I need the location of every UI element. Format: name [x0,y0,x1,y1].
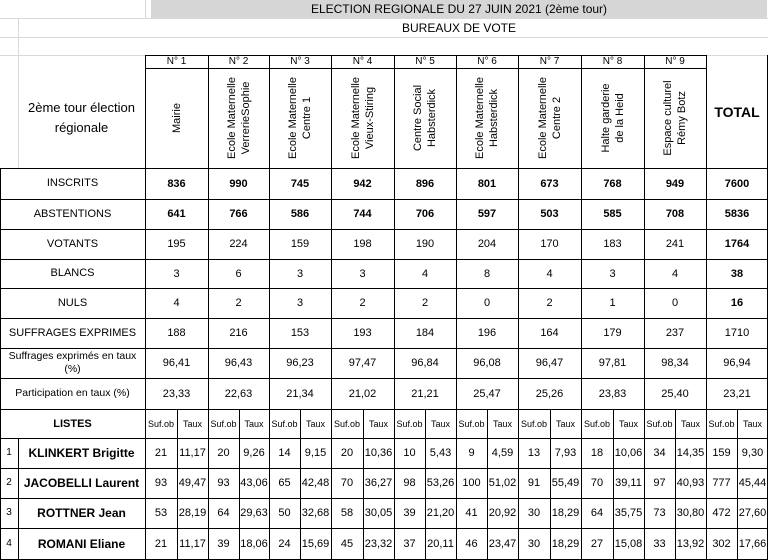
liste-suffrages: 100 [462,477,481,489]
suf-ob-header: Suf.ob [646,418,673,429]
stat-value: 193 [353,327,372,339]
stat-value: 3 [296,267,304,280]
stat-value: 942 [353,177,372,190]
bureau-name [518,68,581,168]
suf-ob-header: Suf.ob [271,418,298,429]
stat-value: 153 [290,327,310,339]
liste-taux: 4,59 [491,447,514,459]
stat-value: 21,02 [348,387,377,400]
liste-suffrages: 472 [712,507,731,519]
taux-header: Taux [492,418,512,429]
bureau-number: N° 5 [415,55,435,67]
stat-value: 179 [603,327,622,339]
stat-value: 22,63 [224,387,253,400]
liste-taux: 28,19 [178,507,207,519]
stat-value: 4 [173,297,180,309]
liste-suffrages: 9 [468,447,475,459]
liste-suffrages: 41 [465,507,478,519]
bureau-name-text: Ecole Maternelle Centre 1 [287,77,313,159]
bureau-name [456,68,518,168]
stat-value: 25,40 [661,387,689,400]
total-header: TOTAL [714,103,760,120]
suf-ob-header: Suf.ob [708,418,735,429]
liste-suffrages: 58 [340,507,354,519]
liste-suffrages: 30 [527,537,541,550]
stat-value: 216 [229,327,248,339]
stat-value: 768 [603,177,622,190]
stat-value: 3 [609,267,616,280]
liste-taux: 39,11 [615,477,642,489]
stat-total: 96,94 [723,357,751,369]
stat-total: 38 [730,267,744,280]
liste-suffrages: 20 [340,447,354,459]
stat-value: 3 [359,267,366,280]
liste-taux: 18,06 [240,537,268,550]
liste-taux: 18,29 [551,537,580,550]
liste-taux: 27,60 [738,507,767,519]
stat-value: 2 [421,297,429,309]
stat-total: 23,21 [723,387,751,400]
stat-value: 97,81 [598,357,627,369]
bureau-name [394,68,456,168]
liste-name: ROTTNER Jean [37,506,126,520]
stat-label: Suffrages exprimés en taux (%) [8,350,137,375]
bureau-number: N° 3 [290,55,310,67]
suf-ob-header: Suf.ob [333,418,361,429]
taux-header: Taux [742,418,762,429]
liste-suffrages: 14 [278,447,291,459]
stat-value: 25,47 [473,387,501,400]
liste-taux: 15,69 [301,537,330,550]
liste-taux: 32,68 [301,507,330,519]
liste-suffrages: 45 [340,537,354,550]
stat-value: 170 [540,238,559,250]
suf-ob-header: Suf.ob [520,418,548,429]
liste-suffrages: 21 [154,537,168,550]
liste-suffrages: 64 [590,507,604,519]
liste-taux: 9,26 [243,447,265,459]
stat-value: 224 [229,238,248,250]
stat-value: 0 [671,297,679,309]
liste-taux: 36,27 [364,477,393,489]
stat-value: 990 [229,177,248,190]
liste-taux: 40,93 [676,477,705,489]
liste-suffrages: 50 [278,507,291,519]
liste-suffrages: 21 [154,447,168,459]
liste-taux: 23,32 [364,537,393,550]
stat-value: 766 [229,208,248,220]
stat-value: 896 [415,177,435,190]
stat-value: 204 [477,238,497,250]
bureau-number: N° 7 [539,55,560,67]
bureau-name-text: Ecole Maternelle Habsterdick [474,77,500,159]
taux-header: Taux [244,418,264,429]
liste-suffrages: 159 [712,447,731,459]
liste-suffrages: 24 [278,537,291,550]
stat-value: 641 [167,208,186,220]
stat-value: 196 [477,327,497,339]
bureau-name-text: Centre Social Habsterdick [412,84,438,152]
liste-suffrages: 53 [154,507,168,519]
stat-label: ABSTENTIONS [33,207,112,220]
stat-value: 96,84 [411,357,439,369]
liste-taux: 15,08 [614,537,643,550]
liste-taux: 53,26 [426,477,455,489]
taux-header: Taux [618,418,638,429]
stat-value: 96,08 [473,357,501,369]
liste-taux: 11,17 [179,447,206,459]
bureau-name [331,68,394,168]
liste-suffrages: 27 [590,537,604,550]
stat-value: 190 [415,238,435,250]
stat-value: 198 [353,238,372,250]
bureau-name [581,68,644,168]
liste-suffrages: 13 [527,447,541,459]
liste-taux: 11,17 [179,537,206,550]
sheet-title: ELECTION REGIONALE DU 27 JUIN 2021 (2ème tour) [310,2,608,16]
liste-taux: 5,43 [429,447,452,459]
liste-index: 4 [6,537,12,549]
liste-suffrages: 93 [154,477,168,489]
stat-value: 97,47 [348,357,377,369]
liste-taux: 45,44 [738,477,767,489]
stat-value: 744 [353,208,372,220]
stat-value: 706 [415,208,435,220]
liste-taux: 14,35 [676,447,705,459]
liste-taux: 35,75 [614,507,643,519]
liste-taux: 13,92 [676,537,705,550]
stat-value: 159 [290,238,310,250]
bureau-number: N° 2 [228,55,249,67]
liste-taux: 9,30 [741,447,764,459]
bureau-name-text: Ecole Maternelle Centre 2 [536,77,563,159]
stat-value: 745 [290,177,310,190]
listes-header: LISTES [53,417,92,430]
bureau-name [145,68,208,168]
liste-name: ROMANI Eliane [37,536,126,551]
bureau-name-text: Ecole Maternelle Vieux-Stiring [349,77,376,159]
bureau-number: N° 1 [166,55,187,67]
liste-taux: 21,20 [426,507,455,519]
bureau-name-text: Halte garderie de la Heid [599,83,626,153]
liste-suffrages: 64 [217,507,230,519]
suf-ob-header: Suf.ob [396,418,423,429]
liste-suffrages: 33 [653,537,666,550]
stat-value: 801 [477,177,497,190]
stat-value: 96,23 [286,357,314,369]
stat-value: 4 [546,267,553,280]
taux-header: Taux [368,418,388,429]
liste-suffrages: 39 [403,507,416,519]
stat-value: 949 [665,177,685,190]
stat-value: 25,26 [535,387,564,400]
stat-total: 7600 [724,177,750,190]
liste-suffrages: 39 [217,537,230,550]
stat-total: 1710 [724,327,750,339]
liste-suffrages: 302 [712,537,731,550]
stat-value: 237 [665,327,685,339]
liste-taux: 30,80 [676,507,705,519]
stat-total: 5836 [724,208,750,220]
stat-label: VOTANTS [46,237,99,250]
liste-suffrages: 10 [403,447,416,459]
bureau-number: N° 8 [602,55,623,67]
suf-ob-header: Suf.ob [147,418,175,429]
stat-label: NULS [57,296,88,309]
stat-value: 96,43 [224,357,253,369]
liste-suffrages: 20 [217,447,230,459]
liste-taux: 55,49 [551,477,580,489]
stat-value: 2 [235,297,242,309]
liste-taux: 51,02 [488,477,517,489]
stat-value: 3 [173,267,180,280]
stat-value: 23,33 [162,387,191,400]
liste-taux: 43,06 [240,477,268,489]
bureau-name [269,68,331,168]
liste-taux: 30,05 [364,507,393,519]
liste-suffrages: 65 [278,477,291,489]
liste-suffrages: 30 [527,507,541,519]
bureau-name [208,68,269,168]
taux-header: Taux [182,418,202,429]
liste-taux: 18,29 [551,507,580,519]
liste-suffrages: 34 [653,447,666,459]
stat-value: 597 [477,208,497,220]
stat-value: 188 [167,327,186,339]
stat-value: 503 [540,208,559,220]
stat-value: 0 [483,297,491,309]
bureau-name-text: Mairie [170,103,183,133]
bureaux-de-vote-header: BUREAUX DE VOTE [401,20,517,35]
liste-suffrages: 93 [217,477,230,489]
stat-value: 4 [421,267,429,280]
stat-value: 586 [290,208,310,220]
liste-suffrages: 97 [653,477,666,489]
liste-taux: 10,06 [614,447,643,459]
liste-suffrages: 70 [340,477,354,489]
suf-ob-header: Suf.ob [210,418,237,429]
liste-taux: 7,93 [554,447,577,459]
liste-taux: 42,48 [301,477,330,489]
stat-value: 8 [483,267,491,280]
stat-label: Participation en taux (%) [15,387,130,399]
stat-value: 1 [609,297,616,309]
bureau-number: N° 9 [665,55,685,67]
liste-suffrages: 73 [653,507,666,519]
stat-value: 164 [540,327,559,339]
stat-value: 184 [415,327,435,339]
bureau-name-text: Espace culturel Rémy Botz [662,80,688,156]
bureau-name [644,68,706,168]
stat-label: BLANCS [50,267,95,279]
stat-total: 16 [730,297,744,309]
liste-taux: 10,36 [364,447,393,459]
liste-name: KLINKERT Brigitte [28,446,135,460]
stat-value: 21,21 [411,387,439,400]
stat-value: 708 [665,208,685,220]
liste-suffrages: 91 [527,477,541,489]
stat-value: 195 [167,238,186,250]
section-label: 2ème tour élection régionale [28,100,135,135]
liste-taux: 29,63 [240,507,268,519]
stat-value: 21,34 [286,387,314,400]
stat-value: 96,47 [535,357,564,369]
taux-header: Taux [430,418,450,429]
liste-index: 1 [6,447,12,458]
stat-value: 96,41 [162,357,191,369]
liste-suffrages: 777 [712,477,731,489]
stat-value: 836 [167,177,186,190]
stat-label: INSCRITS [46,177,99,189]
suf-ob-header: Suf.ob [458,418,485,429]
liste-taux: 17,66 [738,537,767,550]
liste-suffrages: 18 [590,447,604,459]
bureau-name-text: Ecole Maternelle VerrerieSophie [225,77,252,159]
stat-value: 673 [540,177,559,190]
stat-value: 2 [546,297,553,309]
stat-value: 2 [359,297,366,309]
liste-taux: 49,47 [178,477,207,489]
liste-index: 3 [6,507,12,518]
taux-header: Taux [555,418,575,429]
liste-taux: 23,47 [488,537,517,550]
taux-header: Taux [680,418,700,429]
stat-value: 183 [603,238,622,250]
stat-value: 585 [603,208,622,220]
stat-value: 241 [665,238,685,250]
liste-taux: 20,11 [427,537,454,550]
bureau-number: N° 4 [352,55,373,67]
stat-value: 6 [235,267,242,280]
liste-taux: 20,92 [488,507,517,519]
taux-header: Taux [305,418,325,429]
stat-value: 98,34 [661,357,689,369]
stat-value: 23,83 [598,387,627,400]
suf-ob-header: Suf.ob [583,418,611,429]
liste-name: JACOBELLI Laurent [23,476,140,490]
liste-suffrages: 98 [403,477,416,489]
bureau-number: N° 6 [477,55,497,67]
liste-suffrages: 37 [403,537,416,550]
stat-value: 3 [296,297,304,309]
stat-value: 4 [671,267,679,280]
stat-label: SUFFRAGES EXPRIMES [8,326,137,339]
liste-taux: 9,15 [304,447,327,459]
stat-total: 1764 [724,238,750,250]
liste-suffrages: 46 [465,537,478,550]
liste-index: 2 [6,477,12,488]
liste-suffrages: 70 [590,477,604,489]
